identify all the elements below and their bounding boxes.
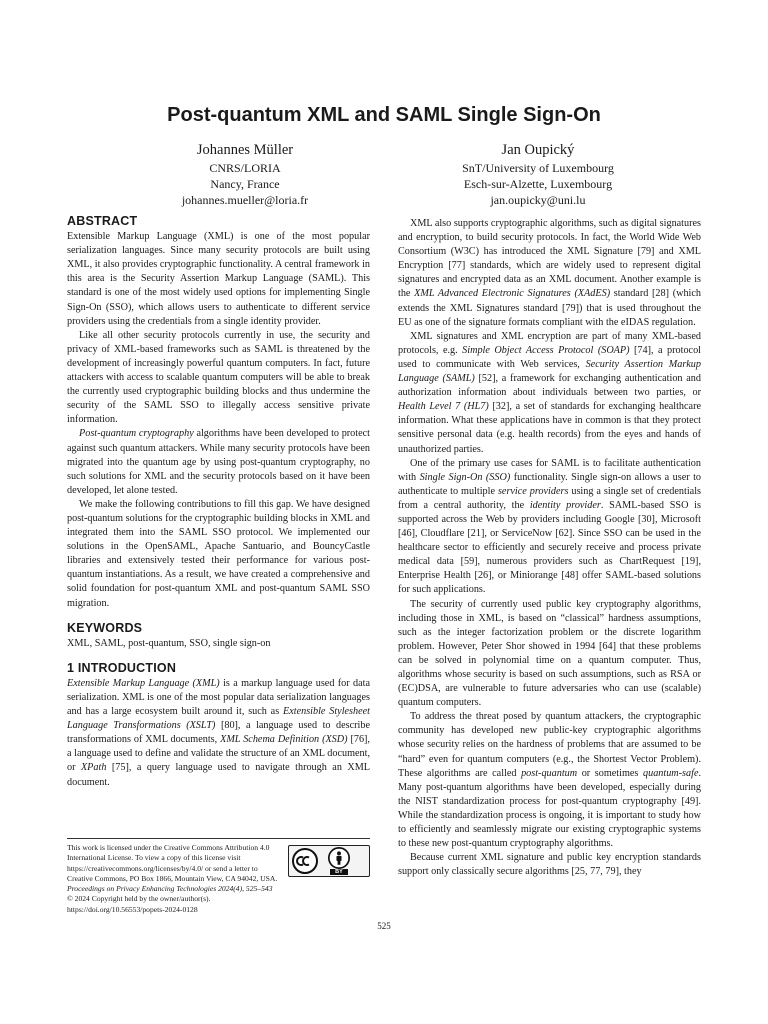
author-name: Jan Oupický bbox=[501, 142, 575, 158]
license-footnote bbox=[67, 838, 370, 915]
author-name: Johannes Müller bbox=[196, 142, 294, 158]
keywords-heading: KEYWORDS bbox=[67, 620, 143, 635]
introduction-heading: 1 INTRODUCTION bbox=[67, 660, 177, 675]
body-paragraph: Because current XML signature and public key encryption standards support only classically secure algorithms [25, 77, 79], they bbox=[398, 852, 701, 878]
attribution-person-icon bbox=[328, 847, 350, 869]
author-email[interactable]: jan.oupicky@uni.lu bbox=[490, 193, 586, 207]
author-location: Esch-sur-Alzette, Luxembourg bbox=[463, 177, 613, 191]
page-number: 525 bbox=[377, 921, 391, 931]
body-paragraph: XML also supports cryptographic algorithms, such as digital signatures and encryption, to build security protocols. In fact, the World Wide Web Consortium (W3C) has introduced the XML Signature [79] and XML Encryption [77] standards, which are widely used to represent digital signatures and encrypted data as an XML document. Another example is the XML Advanced Electronic Signatures (XAdES) standard [28] (which extends the XML Signatures standard [79]) that is used throughout the EU as one of the signature formats compliant with the eIDAS regulation. bbox=[398, 218, 702, 328]
author-email[interactable]: johannes.mueller@loria.fr bbox=[181, 193, 309, 207]
creative-commons-icon bbox=[292, 848, 318, 874]
right-column bbox=[398, 217, 701, 879]
cc-by-badge[interactable] bbox=[288, 845, 370, 877]
doi-link[interactable]: https://doi.org/10.56553/popets-2024-0128 bbox=[67, 904, 198, 914]
author-affiliation: CNRS/LORIA bbox=[209, 161, 281, 175]
abstract-heading: ABSTRACT bbox=[67, 214, 138, 228]
body-paragraph: One of the primary use cases for SAML is to facilitate authentication with Single Sign-On (SSO) functionality. Single sign-on allows a user to authenticate to multiple service providers using a single set of credentials from a central authority, the identity provider. SAML-based SSO is supported across the Web by providers including Google [30], Microsoft [46], Cloudflare [21], or ServiceNow [62]. Since SSO can be used in the healthcare sector to efficiently and securely receive and process private medical data [59], numerous providers such as ChartRequest [19], Enterprise Health [26], or Miniorange [48] offer SAML-based solutions for such applications. bbox=[398, 457, 701, 596]
license-text: This work is licensed under the Creative Commons Attribution 4.0 International License. To view a copy of this license visit https://creativecommons.org/licenses/by/4.0/ or send a letter to Creative Commons, PO Box 1866, Mountain View, CA 94042, USA. bbox=[67, 843, 278, 883]
author-location: Nancy, France bbox=[210, 177, 280, 191]
body-paragraph: The security of currently used public key cryptography algorithms, including those in XML, is based on “classical” hardness assumptions, such as the integer factorization problem or the discrete logarithm problem. However, Peter Shor showed in 1994 [64] that these problems can be solved in polynomial time on a quantum computer. Thus, algorithms whose security is based on such assumptions, such as RSA or (EC)DSA, are vulnerable to future adversaries who can use (scalable) quantum computers. bbox=[398, 598, 701, 709]
proceedings-line: Proceedings on Privacy Enhancing Technologies 2024(4), 525–543 bbox=[67, 884, 273, 894]
author-affiliation: SnT/University of Luxembourg bbox=[462, 161, 614, 175]
abstract-paragraph: We make the following contributions to fill this gap. We have designed post-quantum solutions for the cryptographic building blocks in XML and integrated them into the SAML SSO protocol. We implemented our solutions in the OpenSAML, Apache Santuario, and BouncyCastle libraries and extensively tested their performance for various post-quantum instantiations. As a result, we have created a comprehensive and solid foundation for post-quantum XML and post-quantum SAML SSO migration. bbox=[67, 498, 370, 609]
copyright-line: © 2024 Copyright held by the owner/author(s). bbox=[67, 894, 211, 904]
author-2 bbox=[408, 141, 668, 208]
by-label: BY bbox=[330, 869, 348, 875]
left-column bbox=[67, 214, 370, 790]
abstract-paragraph: Post-quantum cryptography algorithms have been developed to protect against such quantum attackers. While many security protocols have been migrated into the quantum age by using post-quantum cryptography, no such solutions for XML and the security protocols based on it have been developed, let alone tested. bbox=[67, 428, 370, 496]
body-paragraph: To address the threat posed by quantum attackers, the cryptographic community has developed new public-key cryptographic algorithms whose security relies on the hardness of problems that are assumed to be “hard” even for quantum computers (e.g., the Shortest Vector Problem). These algorithms are called post-quantum or sometimes quantum-safe. Many post-quantum algorithms have been developed, especially during the NIST standardization process for post-quantum cryptography [49]. While the standardization process is ongoing, it is important to study how to efficiently and seamlessly migrate our existing cryptographic systems to these new post-quantum cryptography algorithms. bbox=[398, 711, 702, 850]
body-paragraph: Extensible Markup Language (XML) is a markup language used for data serialization. XML is one of the most popular data serialization languages and has a large ecosystem built around it, such as Extensible Stylesheet Language Transformations (XSLT) [80], a language used to describe transformations of XML documents, XML Schema Definition (XSD) [76], a language used to define and validate the structure of an XML document, or XPath [75], a query language used to navigate through an XML document. bbox=[67, 677, 370, 788]
body-paragraph: XML signatures and XML encryption are part of many XML-based protocols, e.g. Simple Object Access Protocol (SOAP) [74], a protocol used to communicate with Web services, Security Assertion Markup Language (SAML) [52], a framework for exchanging authentication and authorization information about individuals between two parties, or Health Level 7 (HL7) [32], a set of standards for exchanging healthcare information. What these applications have in common is that they protect sensitive personal data (e.g. health records) from the eyes and hands of unauthorized parties. bbox=[398, 330, 702, 455]
abstract-paragraph: Like all other security protocols currently in use, the security and privacy of XML-based frameworks such as SAML is threatened by the development of increasingly powerful quantum computers. In fact, future attackers with access to scalable quantum computers will be able to break the currently used cryptographic building blocks and thus undermine the security of the SAML SSO to illegally access sensitive private information. bbox=[67, 329, 370, 426]
abstract-paragraph: Extensible Markup Language (XML) is one of the most popular serialization languages. Since many security protocols are built using XML, it also provides cryptographic functionality. A central framework in this area is the Security Assertion Markup Language (SAML). This standard is one of the most widely used options for implementing Single Sign-On (SSO), which allows users to authenticate to different service providers using the credentials from a single identity provider. bbox=[67, 231, 370, 327]
author-1 bbox=[115, 141, 375, 208]
keywords-list: XML, SAML, post-quantum, SSO, single sign-on bbox=[67, 637, 271, 649]
paper-title: Post-quantum XML and SAML Single Sign-On bbox=[167, 104, 601, 126]
